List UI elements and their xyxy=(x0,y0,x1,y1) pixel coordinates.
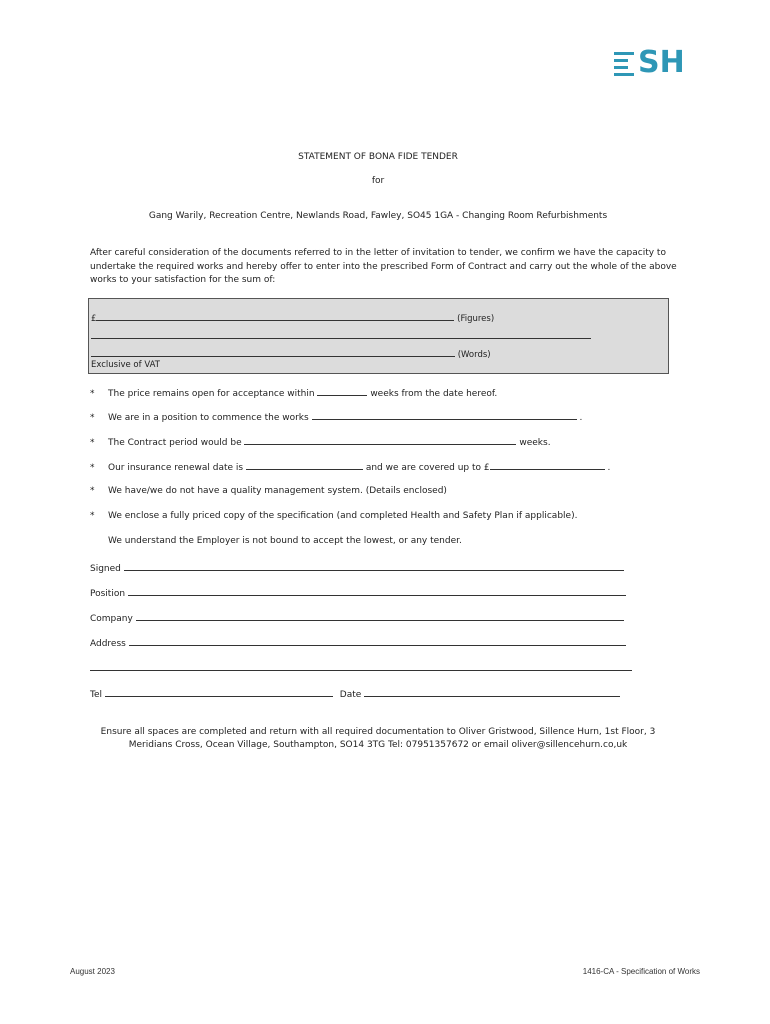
words-row-1 xyxy=(91,329,591,342)
bullet-commence: * We are in a position to commence the works . xyxy=(90,410,582,423)
logo-text: SH xyxy=(638,45,685,80)
footer-doc-ref: 1416-CA - Specification of Works xyxy=(582,967,700,976)
figures-field[interactable] xyxy=(96,311,454,321)
date-label: Date xyxy=(339,690,362,700)
words-label: (Words) xyxy=(457,350,491,360)
commence-field[interactable] xyxy=(312,410,577,420)
lowest-tender-note: We understand the Employer is not bound to accept the lowest, or any tender. xyxy=(108,536,462,546)
bullet-quality: * We have/we do not have a quality management system. (Details enclosed) xyxy=(90,486,447,496)
bullet-specification: * We enclose a fully priced copy of the specification (and completed Health and Safety Plan if applicable). xyxy=(90,511,578,521)
signed-field[interactable] xyxy=(124,561,624,571)
company-row xyxy=(90,611,624,624)
closing-line-2: Meridians Cross, Ocean Village, Southampton, SO14 3TG Tel: 07951357672 or email oliver@sillencehurn.co,uk xyxy=(128,740,628,750)
figures-row xyxy=(91,311,494,324)
tender-sum-box xyxy=(88,298,669,374)
for-label: for xyxy=(371,176,385,186)
company-label: Company xyxy=(90,614,133,624)
address-row xyxy=(90,636,626,649)
position-label: Position xyxy=(90,589,126,599)
words-row-2 xyxy=(91,347,491,360)
company-logo xyxy=(614,45,694,80)
company-field[interactable] xyxy=(136,611,624,621)
footer-date: August 2023 xyxy=(70,967,115,976)
closing-instructions xyxy=(0,726,756,752)
address-label: Address xyxy=(90,639,126,649)
words-field-2[interactable] xyxy=(91,347,455,357)
insurance-cover-field[interactable] xyxy=(490,460,605,470)
address-field[interactable] xyxy=(129,636,626,646)
intro-paragraph: After careful consideration of the documents referred to in the letter of invitation to tender, we confirm we have the capacity to undertake the required works and hereby offer to enter into the prescribed Form of Contract and carry out the whole of the above works to your satisfaction for the sum of: xyxy=(90,248,677,285)
vat-note: Exclusive of VAT xyxy=(91,360,160,370)
bullet-acceptance: * The price remains open for acceptance within weeks from the date hereof. xyxy=(90,386,497,399)
date-field[interactable] xyxy=(364,687,620,697)
acceptance-weeks-field[interactable] xyxy=(317,386,367,396)
tel-date-row xyxy=(90,687,620,700)
closing-line-1: Ensure all spaces are completed and return with all required documentation to Oliver Gristwood, Sillence Hurn, 1st Floor, 3 xyxy=(100,727,656,737)
position-row xyxy=(90,586,626,599)
document-title: STATEMENT OF BONA FIDE TENDER xyxy=(298,152,458,162)
tel-field[interactable] xyxy=(105,687,333,697)
signed-label: Signed xyxy=(90,564,121,574)
bullet-insurance: * Our insurance renewal date is and we are covered up to £ . xyxy=(90,460,610,473)
signed-row xyxy=(90,561,624,574)
currency-symbol: £ xyxy=(91,314,97,324)
project-title: Gang Warily, Recreation Centre, Newlands Road, Fawley, SO45 1GA - Changing Room Refurbishments xyxy=(148,211,608,221)
address-field-2[interactable] xyxy=(90,661,632,671)
logo-lines-icon xyxy=(614,52,636,78)
bullet-contract-period: * The Contract period would be weeks. xyxy=(90,435,551,448)
address-row-2 xyxy=(90,661,632,674)
tel-label: Tel xyxy=(90,690,103,700)
insurance-date-field[interactable] xyxy=(246,460,363,470)
position-field[interactable] xyxy=(128,586,626,596)
figures-label: (Figures) xyxy=(457,314,495,324)
contract-period-field[interactable] xyxy=(244,435,516,445)
words-field-1[interactable] xyxy=(91,329,591,339)
